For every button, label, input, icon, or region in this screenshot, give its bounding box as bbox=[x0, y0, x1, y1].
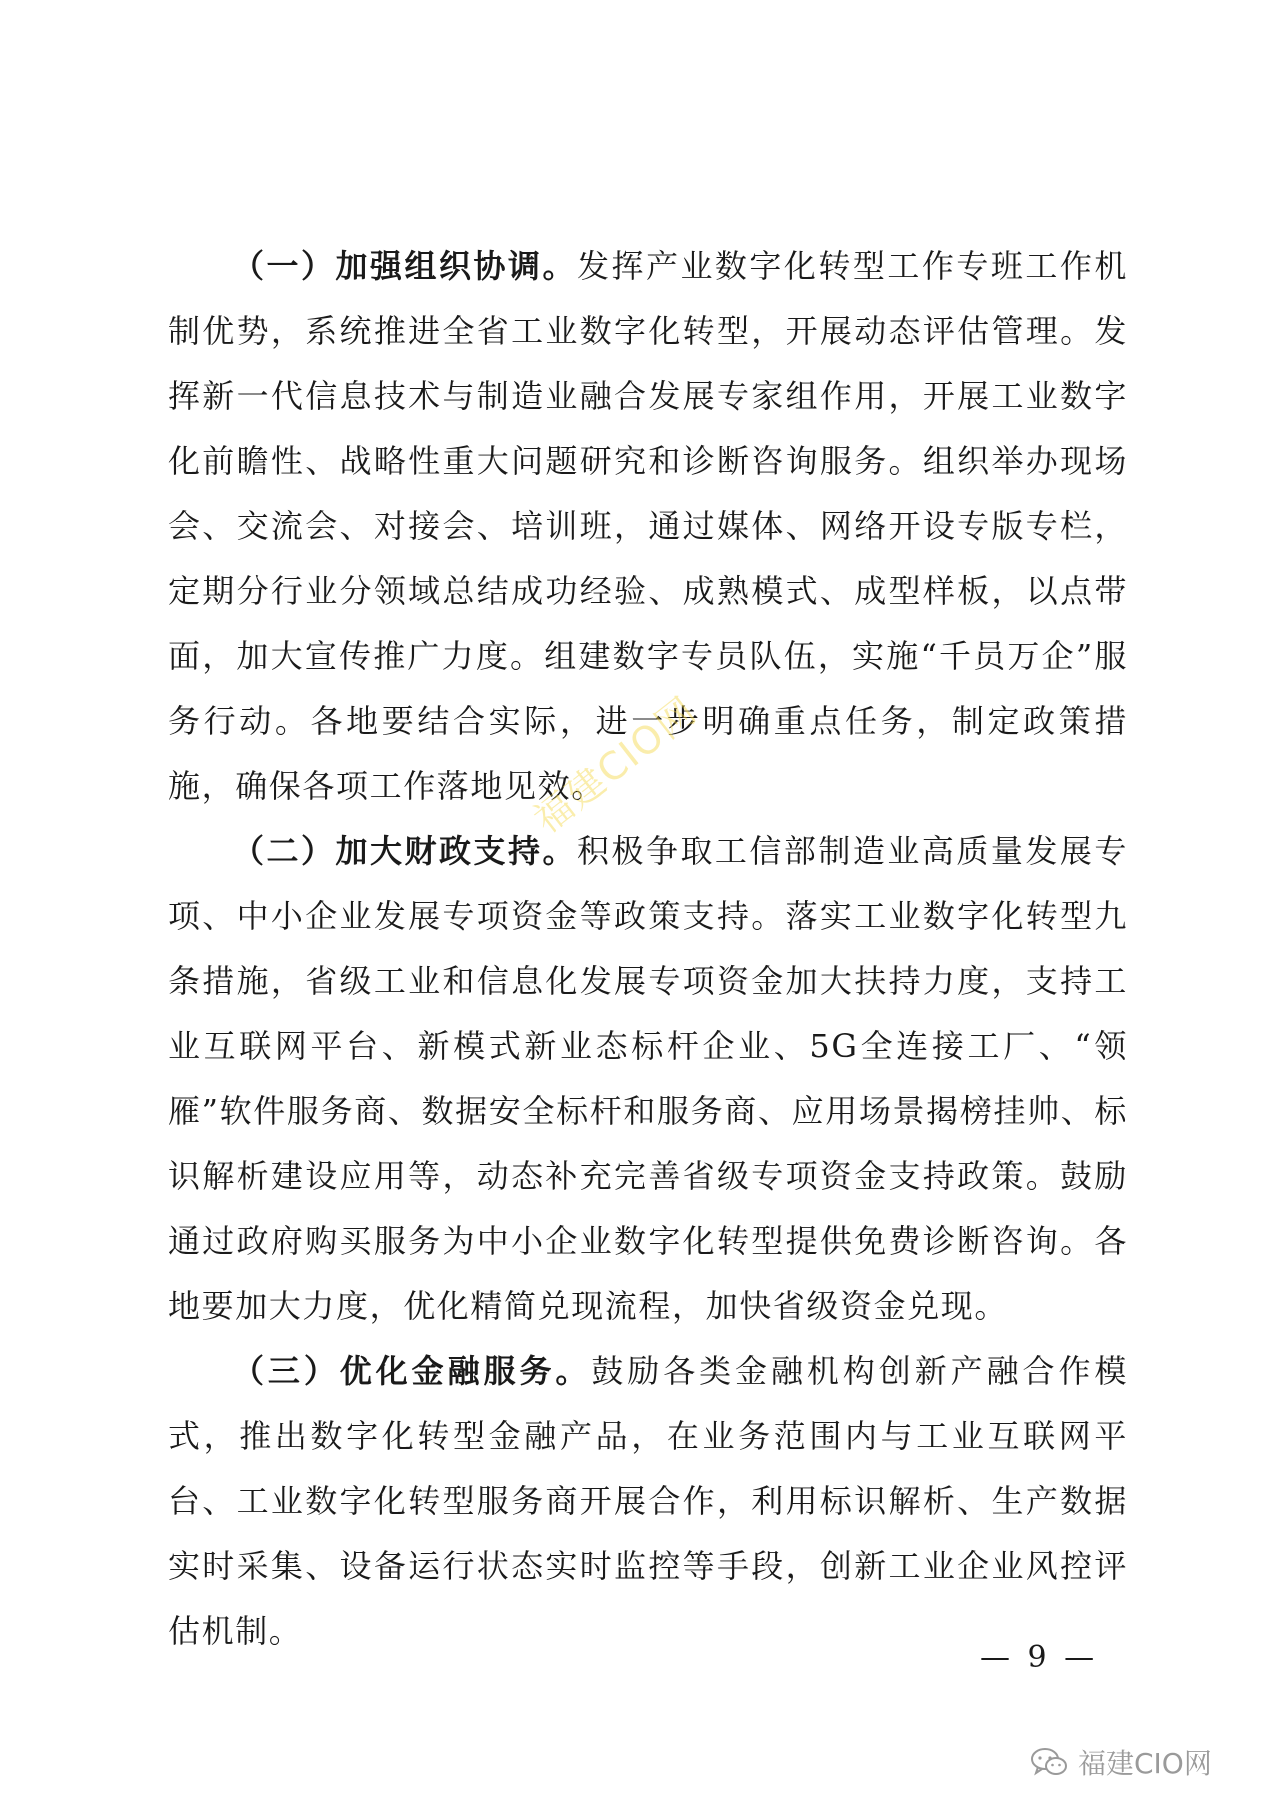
brand-name: 福建CIO网 bbox=[1078, 1747, 1212, 1780]
document-body bbox=[168, 234, 1128, 1664]
paragraph-3 bbox=[168, 1339, 1128, 1664]
paragraph-2-heading: （二）加大财政支持。 bbox=[232, 832, 577, 870]
brand-footer bbox=[1030, 1742, 1212, 1782]
paragraph-1-heading: （一）加强组织协调。 bbox=[232, 247, 577, 285]
watermark: 福建CIO网 bbox=[525, 687, 706, 842]
paragraph-2 bbox=[168, 819, 1128, 1339]
paragraph-3-heading: （三）优化金融服务。 bbox=[232, 1352, 592, 1390]
paragraph-2-text: 积极争取工信部制造业高质量发展专项、中小企业发展专项资金等政策支持。落实工业数字化转型九条措施，省级工业和信息化发展专项资金加大扶持力度，支持工业互联网平台、新模式新业态标杆企业、5G全连接工厂、“领雁”软件服务商、数据安全标杆和服务商、应用场景揭榜挂帅、标识解析建设应用等，动态补充完善省级专项资金支持政策。鼓励通过政府购买服务为中小企业数字化转型提供免费诊断咨询。各地要加大力度，优化精简兑现流程，加快省级资金兑现。 bbox=[168, 832, 1128, 1325]
paragraph-3-text: 鼓励各类金融机构创新产融合作模式，推出数字化转型金融产品，在业务范围内与工业互联网平台、工业数字化转型服务商开展合作，利用标识解析、生产数据实时采集、设备运行状态实时监控等手段，创新工业企业风控评估机制。 bbox=[168, 1352, 1128, 1650]
wechat-icon bbox=[1030, 1746, 1068, 1778]
page-number: — 9 — bbox=[980, 1640, 1099, 1675]
paragraph-1-text: 发挥产业数字化转型工作专班工作机制优势，系统推进全省工业数字化转型，开展动态评估管理。发挥新一代信息技术与制造业融合发展专家组作用，开展工业数字化前瞻性、战略性重大问题研究和诊断咨询服务。组织举办现场会、交流会、对接会、培训班，通过媒体、网络开设专版专栏，定期分行业分领域总结成功经验、成熟模式、成型样板，以点带面，加大宣传推广力度。组建数字专员队伍，实施“千员万企”服务行动。各地要结合实际，进一步明确重点任务，制定政策措施，确保各项工作落地见效。 bbox=[168, 247, 1128, 805]
